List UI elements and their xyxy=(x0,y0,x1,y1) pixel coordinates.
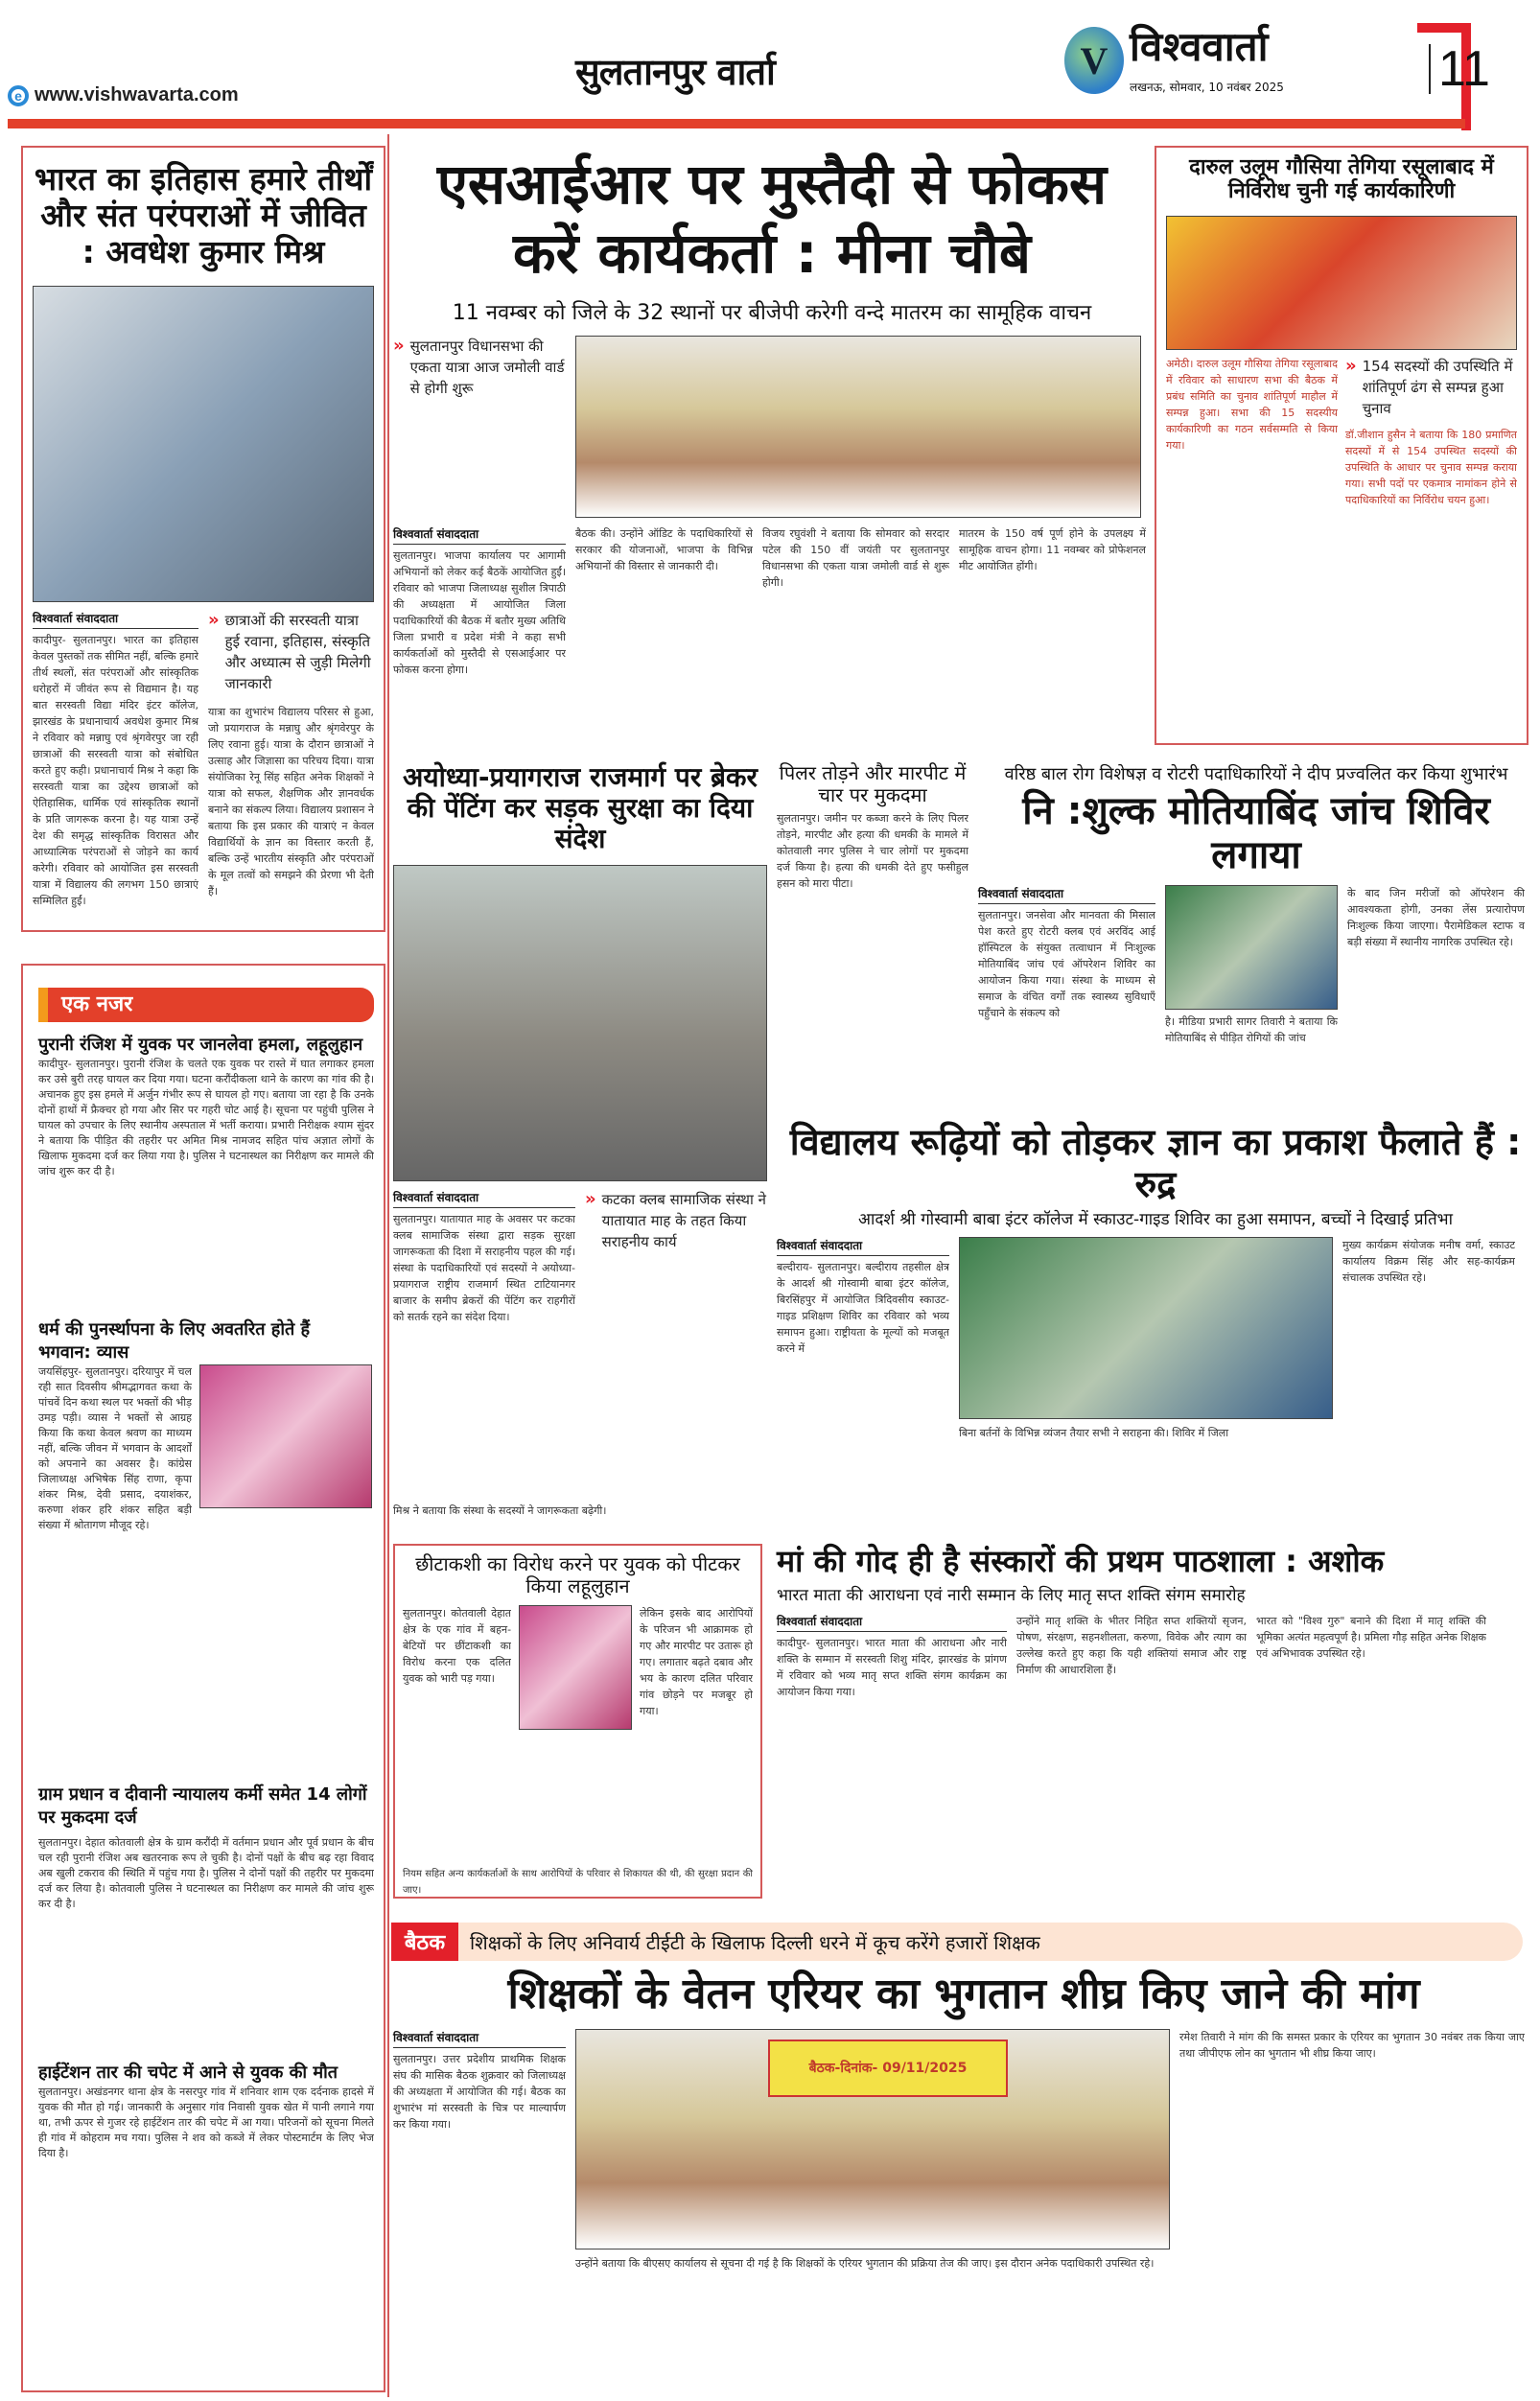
story-headline: छीटाकशी का विरोध करने पर युवक को पीटकर किया लहूलुहान xyxy=(415,1552,740,1597)
story-photo xyxy=(959,1237,1333,1419)
brief-body: सुलतानपुर। अखंडनगर थाना क्षेत्र के नसरपुर गांव में शनिवार शाम एक दर्दनाक हादसे में युवक की मौत हो गई। जानकारी के अनुसार गांव निवासी युवक खेत में पानी लगाने गया था, तभी ऊपर से गुजर रहे हाईटेंशन तार की चपेट में आ गया। परिजनों को सूचना मिलते ही गांव में कोहराम मच गया। पुलिस ने शव को कब्जे में लेकर पोस्टमार्टम के लिए भेज दिया है। xyxy=(38,2086,374,2159)
story-body-col1: कादीपुर- सुलतानपुर। भारत माता की आराधना और नारी शक्ति के सम्मान में सरस्वती शिशु मंदिर, झारखंड के प्रांगण में रविवार को भव्य मातृ सप्त शक्ति संगम कार्यक्रम का आयोजन किया गया। xyxy=(777,1636,1007,1698)
photo-banner xyxy=(768,2040,1008,2097)
website-link[interactable] xyxy=(8,84,239,106)
pull-quote xyxy=(208,610,374,694)
story-body: सुलतानपुर। जमीन पर कब्जा करने के लिए पिलर तोड़ने, मारपीट और हत्या की धमकी के मामले में कोतवाली नगर पुलिस ने चार लोगों पर मुकदमा दर्ज किया है। हत्या की धमकी देते हुए फसीहुल हसन को मारा पीटा। xyxy=(777,812,968,890)
byline: विश्ववार्ता संवाददाता xyxy=(33,610,198,629)
lead-body-col3: विजय रघुवंशी ने बताया कि सोमवार को सरदार पटेल की 150 वीं जयंती पर सुलतानपुर विधानसभा की एकता यात्रा जमोली वार्ड से शुरू होगी। xyxy=(762,527,949,589)
lead-body-col2: बैठक की। उन्होंने ऑडिट के पदाधिकारियों से सरकार की योजनाओं, भाजपा के विभिन्न अभियानों की विस्तार से जानकारी दी। xyxy=(575,527,753,572)
story-photo xyxy=(1165,885,1338,1010)
story-body-col3: के बाद जिन मरीजों को ऑपरेशन की आवश्यकता होगी, उनका लेंस प्रत्यारोपण निःशुल्क किया जाएगा। पैरामेडिकल स्टाफ व बड़ी संख्या में स्थानीय नागरिक उपस्थित रहे। xyxy=(1347,887,1525,948)
brief-headline: ग्राम प्रधान व दीवानी न्यायालय कर्मी समेत 14 लोगों पर मुकदमा दर्ज xyxy=(38,1784,367,1828)
pull-quote xyxy=(1345,356,1517,419)
chevron-right-icon: » xyxy=(1345,355,1357,376)
pull-quote-text: कटका क्लब सामाजिक संस्था ने यातायात माह के तहत किया सराहनीय कार्य xyxy=(601,1190,766,1250)
road-safety-story xyxy=(393,762,767,1529)
story-headline: अयोध्या-प्रयागराज राजमार्ग पर ब्रेकर की पेंटिंग कर सड़क सुरक्षा का दिया संदेश xyxy=(403,761,758,855)
byline: विश्ववार्ता संवाददाता xyxy=(978,885,1155,904)
story-body-col1: बल्दीराय- सुलतानपुर। बल्दीराय तहसील क्षेत्र के आदर्श श्री गोस्वामी बाबा इंटर कॉलेज, बिरसिंहपुर में आयोजित त्रिदिवसीय स्काउट-गाइड प्रशिक्षण शिविर का रविवार को भव्य समापन हुआ। राष्ट्रीयता के मूल्यों को मजबूत करने में xyxy=(777,1261,949,1356)
browser-e-icon: e xyxy=(8,85,29,106)
story-headline: दारुल उलूम गौसिया तेगिया रसूलाबाद में निर्विरोध चुनी गई कार्यकारिणी xyxy=(1189,155,1494,204)
lead-photo xyxy=(575,336,1141,518)
eye-camp-story xyxy=(978,762,1534,1088)
brief-headline: पुरानी रंजिश में युवक पर जानलेवा हमला, लहूलुहान xyxy=(38,1035,363,1055)
lead-subheadline: 11 नवम्बर को जिले के 32 स्थानों पर बीजेपी करेगी वन्दे मातरम का सामूहिक वाचन xyxy=(452,301,1092,325)
pull-quote-text: 154 सदस्यों की उपस्थिति में शांतिपूर्ण ढंग से सम्पन्न हुआ चुनाव xyxy=(1362,357,1513,417)
teachers-story xyxy=(393,1970,1534,2397)
brief-item xyxy=(38,1783,374,2051)
school-story xyxy=(777,1122,1534,1515)
pillar-story xyxy=(777,762,968,1079)
globe-v-logo-icon: V xyxy=(1064,27,1124,94)
story-body-col2: लेकिन इसके बाद आरोपियों के परिजन भी आक्रामक हो गए और मारपीट पर उतारू हो गए। लगातार बढ़ते दबाव और भय के कारण दलित परिवार गांव छोड़ने पर मजबूर हो गया। xyxy=(640,1607,753,1717)
brief-item xyxy=(38,2062,374,2372)
left-top-story xyxy=(21,146,385,932)
brief-item xyxy=(38,1318,374,1748)
story-headline: शिक्षकों के वेतन एरियर का भुगतान शीघ्र किए जाने की मांग xyxy=(507,1970,1420,2018)
byline: विश्ववार्ता संवाददाता xyxy=(393,1189,575,1208)
story-photo xyxy=(33,286,374,602)
lead-pull-quote xyxy=(393,336,566,399)
byline: विश्ववार्ता संवाददाता xyxy=(777,1613,1007,1632)
story-body-col2: डॉ.जीशान हुसैन ने बताया कि 180 प्रमाणित सदस्यों में से 154 उपस्थित सदस्यों की उपस्थिति के आधार पर चुनाव सम्पन्न कराया गया। सभी पदों पर एकमात्र नामांकन होने से पदाधिकारियों का निर्विरोध चयन हुआ। xyxy=(1345,428,1517,506)
banner-text: शिक्षकों के लिए अनिवार्य टीईटी के खिलाफ दिल्ली धरने में कूच करेंगे हजारों शिक्षक xyxy=(470,1930,1040,1954)
brief-body: सुलतानपुर। देहात कोतवाली क्षेत्र के ग्राम करौंदी में वर्तमान प्रधान और पूर्व प्रधान के बीच चल रही पुरानी रंजिश अब खतरनाक रूप ले चुकी है। दोनों पक्षों के बीच बढ़ रहा विवाद अब खुली टकराव की स्थिति में पहुंच गया है। पुलिस ने दोनों पक्षों की तहरीर पर मुकदमा दर्ज कर लिया है। कोतवाली पुलिस ने घटनास्थल का निरीक्षण कर मामले की जांच शुरू कर दी है। xyxy=(38,1836,374,1910)
chevron-right-icon: » xyxy=(208,609,220,630)
banner-tag: बैठक xyxy=(391,1923,458,1961)
briefs-label: एक नजर xyxy=(38,988,374,1022)
story-headline: पिलर तोड़ने और मारपीट में चार पर मुकदमा xyxy=(779,761,967,806)
harassment-story xyxy=(393,1544,762,1899)
chevron-right-icon: » xyxy=(585,1188,596,1209)
mother-story xyxy=(777,1544,1534,1908)
byline: विश्ववार्ता संवाददाता xyxy=(393,2029,566,2048)
story-footer: नियम सहित अन्य कार्यकर्ताओं के साथ आरोपियों के परिवार से शिकायत की थी, की सुरक्षा प्रदान की जाए। xyxy=(403,1869,753,1896)
story-body-col2: उन्होंने मातृ शक्ति के भीतर निहित सप्त शक्तियों सृजन, पोषण, संरक्षण, सहनशीलता, करुणा, विवेक और त्याग का उल्लेख करते हुए कहा कि यही शक्तियां समाज और राष्ट्र निर्माण की आधारशिला हैं। xyxy=(1016,1614,1247,1676)
story-body-col1: सुलतानपुर। जनसेवा और मानवता की मिसाल पेश करते हुए रोटरी क्लब एवं अरविंद आई हॉस्पिटल के संयुक्त तत्वाधान में निःशुल्क मोतियाबिंद जांच एवं ऑपरेशन शिविर का आयोजन किया गया। संस्था के माध्यम से समाज के वंचित वर्गों तक स्वास्थ्य सुविधाएँ पहुँचाने के संकल्प को xyxy=(978,909,1155,1019)
story-photo xyxy=(575,2029,1170,2249)
pull-quote-text: छात्राओं की सरस्वती यात्रा हुई रवाना, इतिहास, संस्कृति और अध्यात्म से जुड़ी मिलेगी जानकारी xyxy=(224,611,371,692)
website-url[interactable]: www.vishwavarta.com xyxy=(35,84,239,105)
brief-body: कादीपुर- सुलतानपुर। पुरानी रंजिश के चलते एक युवक पर रास्ते में घात लगाकर हमला कर उसे बुरी तरह घायल कर दिया गया। घटना करौंदीकला थाने के कारण का गांव की है। अचानक हुए इस हमले में अर्जुन गंभीर रूप से घायल हो गए। बताया जा रहा है कि उनके दोनों हाथों में फ्रैक्चर हो गया और सिर पर गहरी चोट आई है। सूचना पर पहुंची पुलिस ने घायल को उपचार के लिए स्थानीय अस्पताल में भर्ती कराया। प्रभारी निरीक्षक श्याम सुंदर ने बताया कि पीड़ित की तहरीर पर अमित मिश्र नामजद सहित पांच अज्ञात लोगों के खिलाफ मुकदमा दर्ज कर लिया गया है। पुलिस ने घटनास्थल का निरीक्षण कर मामले की जांच शुरू कर दी है। xyxy=(38,1058,374,1177)
story-photo xyxy=(393,865,767,1181)
story-body-col3: भारत को "विश्व गुरु" बनाने की दिशा में मातृ शक्ति की भूमिका अत्यंत महत्वपूर्ण है। प्रमिला गौड़ सहित अनेक शिक्षक एवं अभिभावक उपस्थित रहे। xyxy=(1256,1614,1486,1660)
dateline: लखनऊ, सोमवार, 10 नवंबर 2025 xyxy=(1130,81,1284,94)
brief-item xyxy=(38,1034,374,1311)
brief-headline: धर्म की पुनर्स्थापना के लिए अवतरित होते हैं भगवान: व्यास xyxy=(38,1319,311,1363)
section-title: सुलतानपुर वार्ता xyxy=(575,51,775,93)
photo-banner-text: बैठक-दिनांक- 09/11/2025 xyxy=(808,2061,968,2077)
masthead-divider xyxy=(8,119,1465,128)
byline: विश्ववार्ता संवाददाता xyxy=(777,1237,949,1256)
story-headline: नि :शुल्क मोतियाबिंद जांच शिविर लगाया xyxy=(1022,789,1490,877)
brand-logo xyxy=(1064,23,1284,95)
brief-photo xyxy=(199,1364,372,1508)
story-body-col1: सुलतानपुर। उत्तर प्रदेशीय प्राथमिक शिक्षक संघ की मासिक बैठक शुक्रवार को जिलाध्यक्ष की अध्यक्षता में आयोजित की गई। बैठक का शुभारंभ मां सरस्वती के चित्र पर माल्यार्पण कर किया गया। xyxy=(393,2052,566,2131)
story-headline: भारत का इतिहास हमारे तीर्थों और संत परंपराओं में जीवित : अवधेश कुमार मिश्र xyxy=(34,160,373,270)
story-photo xyxy=(1166,216,1517,350)
story-headline: विद्यालय रूढ़ियों को तोड़कर ज्ञान का प्रकाश फैलाते हैं : रुद्र xyxy=(789,1121,1522,1205)
masthead xyxy=(0,0,1540,125)
pull-quote-text: सुलतानपुर विधानसभा की एकता यात्रा आज जमोली वार्ड से होगी शुरू xyxy=(409,338,565,397)
story-body-col2: उन्होंने बताया कि बीएसए कार्यालय से सूचना दी गई है कि शिक्षकों के एरियर भुगतान की प्रक्रिया तेज की जाए। इस दौरान अनेक पदाधिकारी उपस्थित रहे। xyxy=(575,2256,1155,2270)
story-body-col3: मुख्य कार्यक्रम संयोजक मनीष वर्मा, स्काउट कार्यालय विक्रम सिंह और सह-कार्यक्रम संचालक उपस्थित रहे। xyxy=(1342,1239,1515,1285)
story-body-col3: रमेश तिवारी ने मांग की कि समस्त प्रकार के एरियर का भुगतान 30 नवंबर तक किया जाए तथा जीपीएफ लोन का भुगतान भी शीघ्र किया जाए। xyxy=(1179,2030,1525,2060)
story-body-col1: सुलतानपुर। कोतवाली देहात क्षेत्र के एक गांव में बहन-बेटियों पर छींटाकशी का विरोध करना एक दलित युवक को भारी पड़ गया। xyxy=(403,1607,512,1685)
story-kicker: वरिष्ठ बाल रोग विशेषज्ञ व रोटरी पदाधिकारियों ने दीप प्रज्वलित कर किया शुभारंभ xyxy=(1004,764,1508,784)
story-body-col1: अमेठी। दारुल उलूम गौसिया तेगिया रसूलाबाद में रविवार को साधारण सभा की बैठक में प्रबंध समिति का चुनाव शांतिपूर्ण माहौल में सम्पन्न हुआ। सभा की 15 सदस्यीय कार्यकारिणी का गठन सर्वसम्मति से किया गया। xyxy=(1166,357,1338,452)
meeting-banner xyxy=(391,1923,1523,1961)
right-top-story xyxy=(1155,146,1528,745)
lead-body-col4: मातरम के 150 वर्ष पूर्ण होने के उपलक्ष्य में सामूहिक वाचन होगा। 11 नवम्बर को प्रोफेशनल मीट आयोजित होंगी। xyxy=(959,527,1146,572)
story-footer-line: मिश्र ने बताया कि संस्था के सदस्यों ने जागरूकता बढ़ेगी। xyxy=(393,1504,607,1517)
story-photo xyxy=(519,1605,632,1730)
brief-headline: हाईटेंशन तार की चपेट में आने से युवक की मौत xyxy=(38,2063,338,2083)
story-body-col2: है। मीडिया प्रभारी सागर तिवारी ने बताया कि मोतियाबिंद से पीड़ित रोगियों की जांच xyxy=(1165,1015,1338,1044)
story-subheadline: आदर्श श्री गोस्वामी बाबा इंटर कॉलेज में स्काउट-गाइड शिविर का हुआ समापन, बच्चों ने दिखाई प्रतिभा xyxy=(858,1210,1453,1230)
chevron-right-icon: » xyxy=(393,336,405,356)
lead-headline: एसआईआर पर मुस्तैदी से फोकस करें कार्यकर्ता : मीना चौबे xyxy=(436,152,1108,286)
story-body: सुलतानपुर। यातायात माह के अवसर पर कटका क्लब सामाजिक संस्था द्वारा सड़क सुरक्षा जागरूकता की दिशा में सराहनीय पहल की गई। संस्था के पदाधिकारियों एवं सदस्यों ने अयोध्या-प्रयागराज राष्ट्रीय राजमार्ग स्थित टाटियानगर बाजार के समीप ब्रेकरों की पेंटिंग कर राहगीरों को सतर्क रहने का संदेश दिया। xyxy=(393,1212,575,1323)
story-body-col1: कादीपुर- सुलतानपुर। भारत का इतिहास केवल पुस्तकों तक सीमित नहीं, बल्कि हमारे तीर्थ स्थलों, संत परंपराओं और सांस्कृतिक धरोहरों में जीवंत रूप से विद्यमान है। यह बात सरस्वती विद्या मंदिर इंटर कॉलेज, झारखंड के प्रधानाचार्य अवधेश कुमार मिश्र ने रविवार को मन्नाघु एवं श्रृंगवेरपुर जा रही छात्राओं की सरस्वती यात्रा को संबोधित करते हुए कही। प्रधानाचार्य मिश्र ने कहा कि सरस्वती यात्रा का उद्देश्य छात्राओं को ऐतिहासिक, धार्मिक एवं सांस्कृतिक स्थानों के प्रति जागरूक करना है। यह यात्रा उन्हें देश की समृद्ध सांस्कृतिक विरासत और आध्यात्मिक परंपराओं से जोड़ने का कार्य करेगी। रविवार को आयोजित इस सरस्वती यात्रा में विद्यालय की लगभग 150 छात्राएं सम्मिलित हुईं। xyxy=(33,633,198,907)
story-body-col2: यात्रा का शुभारंभ विद्यालय परिसर से हुआ, जो प्रयागराज के मन्नाघु और श्रृंगवेरपुर के लिए रवाना हुई। यात्रा के दौरान छात्राओं ने उत्साह और जिज्ञासा का परिचय दिया। यात्रा संयोजिका रेनू सिंह सहित अनेक शिक्षकों ने यात्रा को सफल, शैक्षणिक और ज्ञानवर्धक बनाने का संकल्प लिया। विद्यालय प्रशासन ने बताया कि इस प्रकार की यात्राएं न केवल विद्यार्थियों के ज्ञान का विस्तार करती हैं, बल्कि उन्हें भारतीय संस्कृति और परंपराओं के मूल तत्वों को समझने की प्रेरणा भी देती हैं। xyxy=(208,705,374,897)
page-number: 11 xyxy=(1429,44,1490,94)
brief-body: जयसिंहपुर- सुलतानपुर। दरियापुर में चल रही सात दिवसीय श्रीमद्भागवत कथा के पांचवें दिन कथा स्थल पर भक्तों की भीड़ उमड़ पड़ी। व्यास ने भक्तों से आग्रह किया कि कथा केवल श्रवण का माध्यम नहीं, बल्कि जीवन में भगवान के आदर्शों को अपनाने का अवसर है। कांग्रेस जिलाध्यक्ष अभिषेक सिंह राणा, कृपा शंकर मिश्र, देवी प्रसाद, दयाशंकर, करुणा शंकर हरि शंकर सहित बड़ी संख्या में श्रोतागण मौजूद रहे। xyxy=(38,1365,192,1531)
story-headline: मां की गोद ही है संस्कारों की प्रथम पाठशाला : अशोक xyxy=(777,1543,1385,1579)
story-subheadline: भारत माता की आराधना एवं नारी सम्मान के लिए मातृ सप्त शक्ति संगम समारोह xyxy=(777,1585,1246,1605)
brand-name: विश्ववार्ता xyxy=(1130,23,1269,70)
story-body-col2: बिना बर्तनों के विभिन्न व्यंजन तैयार सभी ने सराहना की। शिविर में जिला xyxy=(959,1427,1229,1440)
lead-story xyxy=(393,144,1151,758)
page-edge-line xyxy=(387,134,389,2397)
byline: विश्ववार्ता संवाददाता xyxy=(393,525,566,545)
lead-body-col1: सुलतानपुर। भाजपा कार्यालय पर आगामी अभियानों को लेकर कई बैठकें आयोजित हुईं। रविवार को भाजपा जिलाध्यक्ष सुशील त्रिपाठी की अध्यक्षता में आयोजित जिला पदाधिकारियों की बैठक में बतौर मुख्य अतिथि जिला प्रभारी व प्रदेश मंत्री ने कहा सभी कार्यकर्ताओं को मुस्तैदी से एसआईआर पर फोकस करना होगा। xyxy=(393,549,566,676)
pull-quote xyxy=(585,1189,767,1252)
